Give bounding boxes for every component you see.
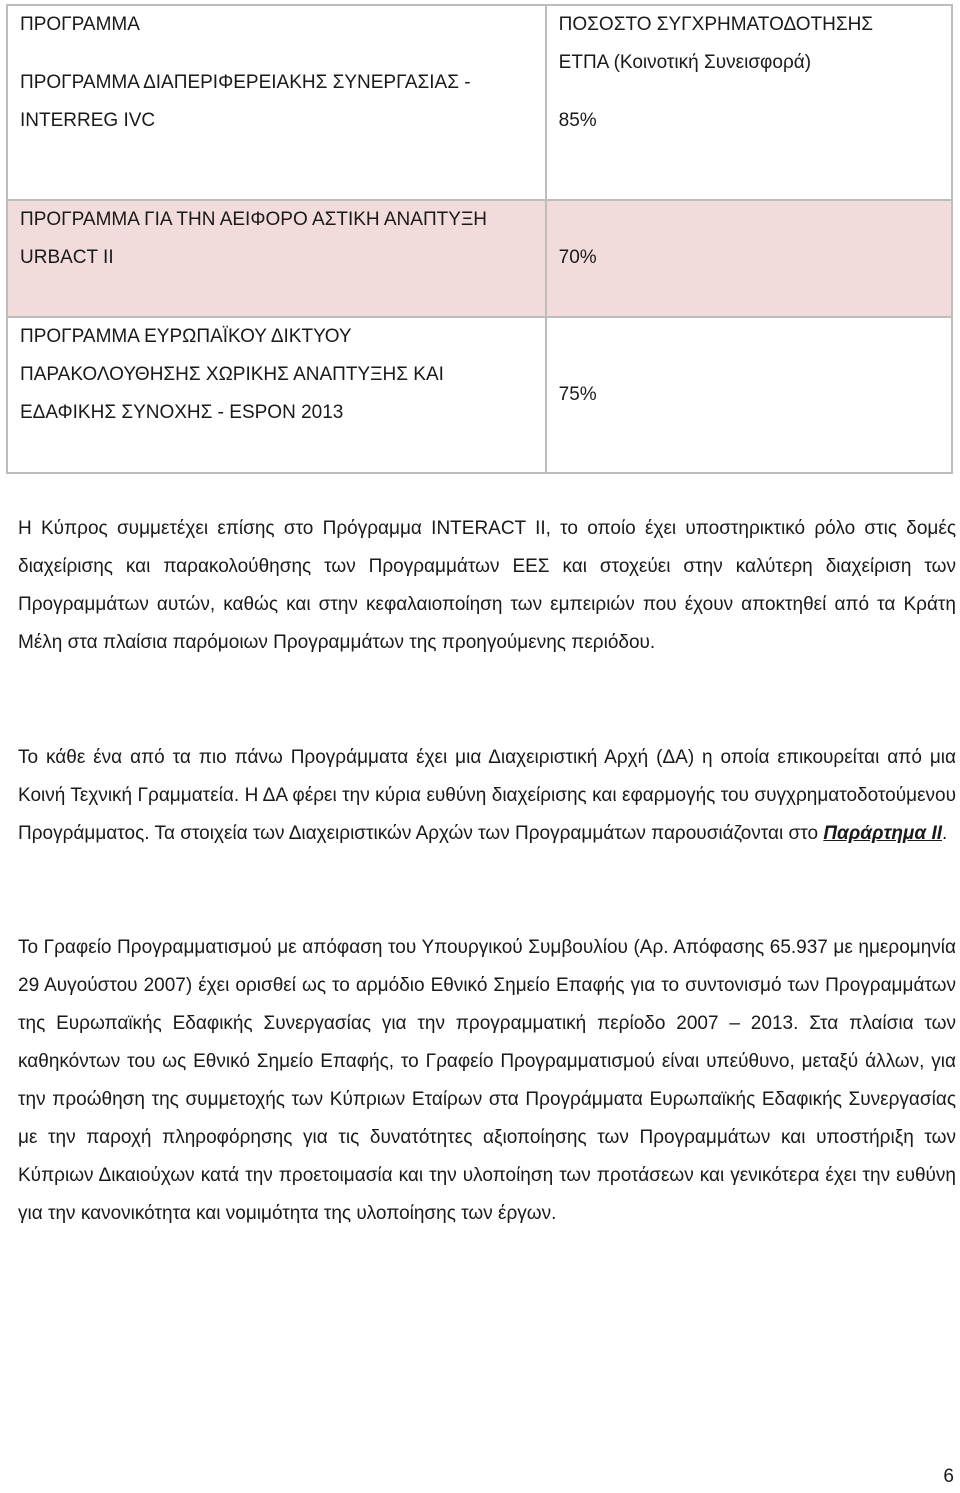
- programme-cell: [7, 200, 546, 317]
- rate-cell: [546, 200, 952, 317]
- paragraph-text: Το κάθε ένα από τα πιο πάνω Προγράμματα έχει μια Διαχειριστική Αρχή (ΔΑ) η οποία επικουρείται από μια Κοινή Τεχνική Γραμματεία. Η ΔΑ φέρει την κύρια ευθύνη διαχείρισης και εφαρμογής του συγχρηματοδοτούμενου Προγράμματος. Τα στοιχεία των Διαχειριστικών Αρχών των Προγραμμάτων παρουσιάζονται στο: [18, 747, 956, 844]
- programme-name-line: URBACT II: [20, 247, 114, 268]
- paragraph-end: .: [942, 823, 948, 844]
- page-number: 6: [943, 1466, 954, 1487]
- programme-name-line: ΠΡΟΓΡΑΜΜΑ ΕΥΡΩΠΑΪΚΟΥ ΔΙΚΤΥΟΥ: [20, 326, 352, 347]
- column-header-rate: ΠΟΣΟΣΤΟ ΣΥΓΧΡΗΜΑΤΟΔΟΤΗΣΗΣ: [558, 14, 874, 35]
- programme-name-line: ΠΡΟΓΡΑΜΜΑ ΔΙΑΠΕΡΙΦΕΡΕΙΑΚΗΣ ΣΥΝΕΡΓΑΣΙΑΣ -: [20, 72, 471, 93]
- paragraph-managing-authorities: [18, 739, 956, 853]
- programme-name-line: ΠΡΟΓΡΑΜΜΑ ΓΙΑ ΤΗΝ ΑΕΙΦΟΡΟ ΑΣΤΙΚΗ ΑΝΑΠΤΥΞΗ: [20, 209, 488, 230]
- column-header-rate-sub: ΕΤΠΑ (Κοινοτική Συνεισφορά): [558, 52, 812, 73]
- paragraph-planning-bureau: Το Γραφείο Προγραμματισμού με απόφαση του Υπουργικού Συμβουλίου (Αρ. Απόφασης 65.937 με ημερομηνία 29 Αυγούστου 2007) έχει ορισθεί ως το αρμόδιο Εθνικό Σημείο Επαφής για το συντονισμό των Προγραμμάτων της Ευρωπαϊκής Εδαφικής Συνεργασίας για την προγραμματική περίοδο 2007 – 2013. Στα πλαίσια των καθηκόντων του ως Εθνικό Σημείο Επαφής, το Γραφείο Προγραμματισμού είναι υπεύθυνο, μεταξύ άλλων, για την προώθηση της συμμετοχής των Κύπριων Εταίρων στα Προγράμματα Ευρωπαϊκής Εδαφικής Συνεργασίας με την παροχή πληροφόρησης για τις δυνατότητες αξιοποίησης των Προγραμμάτων και υποστήριξη των Κύπριων Δικαιούχων κατά την προετοιμασία και την υλοποίηση των προτάσεων και γενικότερα έχει την ευθύνη για την κανονικότητα και νομιμότητα της υλοποίησης των έργων.: [18, 937, 956, 1224]
- table-row: [7, 317, 952, 473]
- programme-cell: [7, 317, 546, 473]
- cofinancing-rate: 70%: [558, 247, 597, 268]
- programme-name-line: INTERREG IVC: [20, 110, 156, 131]
- table-row: [7, 200, 952, 317]
- paragraph-interact: Η Κύπρος συμμετέχει επίσης στο Πρόγραμμα INTERACT II, το οποίο έχει υποστηρικτικό ρόλο στις δομές διαχείρισης και παρακολούθησης των Προγραμμάτων ΕΕΣ και στοχεύει στην καλύτερη διαχείριση των Προγραμμάτων αυτών, καθώς και στην κεφαλαιοποίηση των εμπειριών που έχουν αποκτηθεί από τα Κράτη Μέλη στα πλαίσια παρόμοιων Προγραμμάτων της προηγούμενης περιόδου.: [18, 518, 956, 653]
- rate-cell: [546, 317, 952, 473]
- column-header-programme: ΠΡΟΓΡΑΜΜΑ: [20, 14, 140, 35]
- table-row: [7, 5, 952, 200]
- programmes-table: [6, 4, 953, 474]
- cofinancing-rate: 75%: [558, 384, 597, 405]
- rate-cell: [546, 5, 952, 200]
- programme-cell: [7, 5, 546, 200]
- annex-reference: Παράρτημα ΙΙ: [823, 823, 943, 844]
- programme-name-line: ΠΑΡΑΚΟΛΟΥΘΗΣΗΣ ΧΩΡΙΚΗΣ ΑΝΑΠΤΥΞΗΣ ΚΑΙ: [20, 364, 444, 385]
- programme-name-line: ΕΔΑΦΙΚΗΣ ΣΥΝΟΧΗΣ - ESPON 2013: [20, 402, 344, 423]
- cofinancing-rate: 85%: [558, 110, 597, 131]
